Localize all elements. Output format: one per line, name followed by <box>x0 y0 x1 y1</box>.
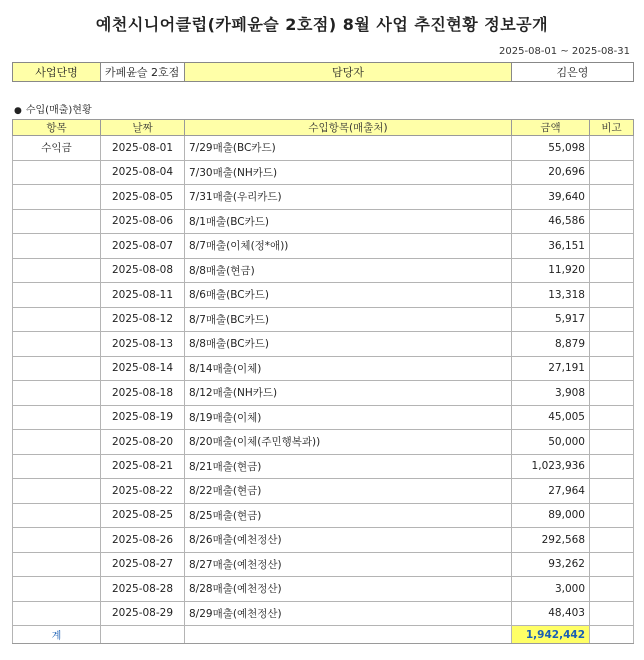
table-row <box>13 185 634 210</box>
row-amount: 93,262 <box>512 552 590 577</box>
row-item: 8/21매출(현금) <box>185 454 512 479</box>
table-row <box>13 577 634 602</box>
table-row <box>13 479 634 504</box>
manager-label: 담당자 <box>185 63 512 82</box>
row-item: 8/7매출(이체(정*애)) <box>185 234 512 259</box>
row-amount: 89,000 <box>512 503 590 528</box>
row-amount: 48,403 <box>512 601 590 626</box>
table-row <box>13 258 634 283</box>
table-header-row <box>13 120 634 136</box>
row-amount: 55,098 <box>512 136 590 161</box>
row-note <box>590 136 634 161</box>
row-date: 2025-08-14 <box>101 356 185 381</box>
row-item: 7/31매출(우리카드) <box>185 185 512 210</box>
row-category <box>13 503 101 528</box>
row-note <box>590 332 634 357</box>
row-item: 8/12매출(NH카드) <box>185 381 512 406</box>
table-row <box>13 430 634 455</box>
row-date: 2025-08-11 <box>101 283 185 308</box>
row-note <box>590 601 634 626</box>
row-amount: 8,879 <box>512 332 590 357</box>
total-label: 계 <box>13 626 101 644</box>
total-empty-cell <box>101 626 185 644</box>
row-item: 8/8매출(BC카드) <box>185 332 512 357</box>
section-heading <box>14 101 92 116</box>
row-date: 2025-08-27 <box>101 552 185 577</box>
row-item: 8/19매출(이체) <box>185 405 512 430</box>
row-date: 2025-08-06 <box>101 209 185 234</box>
row-amount: 27,964 <box>512 479 590 504</box>
row-category <box>13 258 101 283</box>
total-empty-cell <box>590 626 634 644</box>
row-date: 2025-08-21 <box>101 454 185 479</box>
row-amount: 50,000 <box>512 430 590 455</box>
row-date: 2025-08-28 <box>101 577 185 602</box>
row-note <box>590 234 634 259</box>
row-date: 2025-08-29 <box>101 601 185 626</box>
row-note <box>590 307 634 332</box>
row-note <box>590 454 634 479</box>
row-date: 2025-08-22 <box>101 479 185 504</box>
row-note <box>590 356 634 381</box>
section-title: 수입(매출)현황 <box>25 105 92 116</box>
row-note <box>590 405 634 430</box>
row-date: 2025-08-01 <box>101 136 185 161</box>
row-category <box>13 332 101 357</box>
table-row <box>13 332 634 357</box>
revenue-table <box>12 119 634 644</box>
row-date: 2025-08-08 <box>101 258 185 283</box>
row-category <box>13 430 101 455</box>
row-category: 수익금 <box>13 136 101 161</box>
row-item: 8/27매출(예천정산) <box>185 552 512 577</box>
table-body <box>13 136 634 626</box>
row-category <box>13 454 101 479</box>
row-note <box>590 528 634 553</box>
column-header-category: 항목 <box>13 120 101 136</box>
column-header-amount: 금액 <box>512 120 590 136</box>
row-note <box>590 381 634 406</box>
row-date: 2025-08-07 <box>101 234 185 259</box>
row-category <box>13 307 101 332</box>
row-amount: 3,908 <box>512 381 590 406</box>
row-amount: 46,586 <box>512 209 590 234</box>
row-category <box>13 577 101 602</box>
row-category <box>13 479 101 504</box>
row-item: 8/8매출(현금) <box>185 258 512 283</box>
manager-value: 김은영 <box>512 63 634 82</box>
page-title: 예천시니어클럽(카페윤슬 2호점) 8월 사업 추진현황 정보공개 <box>95 15 549 34</box>
table-row <box>13 209 634 234</box>
table-row <box>13 528 634 553</box>
row-category <box>13 356 101 381</box>
business-name-label: 사업단명 <box>13 63 101 82</box>
column-header-note: 비고 <box>590 120 634 136</box>
row-amount: 36,151 <box>512 234 590 259</box>
table-row <box>13 552 634 577</box>
row-item: 7/30매출(NH카드) <box>185 160 512 185</box>
row-amount: 27,191 <box>512 356 590 381</box>
row-date: 2025-08-05 <box>101 185 185 210</box>
total-amount: 1,942,442 <box>512 626 590 644</box>
row-date: 2025-08-25 <box>101 503 185 528</box>
row-note <box>590 430 634 455</box>
row-category <box>13 234 101 259</box>
row-category <box>13 528 101 553</box>
row-note <box>590 185 634 210</box>
row-category <box>13 405 101 430</box>
table-row <box>13 160 634 185</box>
row-category <box>13 160 101 185</box>
table-row <box>13 381 634 406</box>
row-item: 8/6매출(BC카드) <box>185 283 512 308</box>
row-item: 8/26매출(예천정산) <box>185 528 512 553</box>
row-note <box>590 577 634 602</box>
row-date: 2025-08-18 <box>101 381 185 406</box>
row-note <box>590 160 634 185</box>
row-category <box>13 552 101 577</box>
row-amount: 45,005 <box>512 405 590 430</box>
row-category <box>13 209 101 234</box>
row-category <box>13 185 101 210</box>
row-item: 8/28매출(예천정산) <box>185 577 512 602</box>
table-row <box>13 283 634 308</box>
business-info-table <box>12 62 634 82</box>
row-amount: 3,000 <box>512 577 590 602</box>
row-amount: 39,640 <box>512 185 590 210</box>
row-amount: 1,023,936 <box>512 454 590 479</box>
row-item: 8/29매출(예천정산) <box>185 601 512 626</box>
table-row <box>13 454 634 479</box>
row-date: 2025-08-26 <box>101 528 185 553</box>
row-note <box>590 503 634 528</box>
row-category <box>13 381 101 406</box>
row-note <box>590 479 634 504</box>
row-item: 7/29매출(BC카드) <box>185 136 512 161</box>
row-item: 8/25매출(현금) <box>185 503 512 528</box>
table-row <box>13 356 634 381</box>
bullet-icon: ● <box>14 106 22 116</box>
row-note <box>590 209 634 234</box>
row-amount: 13,318 <box>512 283 590 308</box>
total-empty-cell <box>185 626 512 644</box>
row-date: 2025-08-12 <box>101 307 185 332</box>
table-row <box>13 234 634 259</box>
row-item: 8/14매출(이체) <box>185 356 512 381</box>
row-item: 8/22매출(현금) <box>185 479 512 504</box>
row-category <box>13 283 101 308</box>
table-row <box>13 503 634 528</box>
total-row <box>13 626 634 644</box>
row-date: 2025-08-13 <box>101 332 185 357</box>
row-date: 2025-08-04 <box>101 160 185 185</box>
row-item: 8/20매출(이체(주민행복과)) <box>185 430 512 455</box>
row-amount: 292,568 <box>512 528 590 553</box>
row-item: 8/1매출(BC카드) <box>185 209 512 234</box>
row-date: 2025-08-20 <box>101 430 185 455</box>
row-amount: 5,917 <box>512 307 590 332</box>
table-row <box>13 136 634 161</box>
row-note <box>590 552 634 577</box>
row-date: 2025-08-19 <box>101 405 185 430</box>
table-row <box>13 307 634 332</box>
row-amount: 11,920 <box>512 258 590 283</box>
row-note <box>590 283 634 308</box>
row-item: 8/7매출(BC카드) <box>185 307 512 332</box>
column-header-date: 날짜 <box>101 120 185 136</box>
table-row <box>13 405 634 430</box>
column-header-item: 수입항목(매출처) <box>185 120 512 136</box>
table-row <box>13 601 634 626</box>
row-category <box>13 601 101 626</box>
row-note <box>590 258 634 283</box>
business-name-value: 카페윤슬 2호점 <box>101 63 185 82</box>
reporting-period: 2025-08-01 ~ 2025-08-31 <box>499 46 630 57</box>
row-amount: 20,696 <box>512 160 590 185</box>
